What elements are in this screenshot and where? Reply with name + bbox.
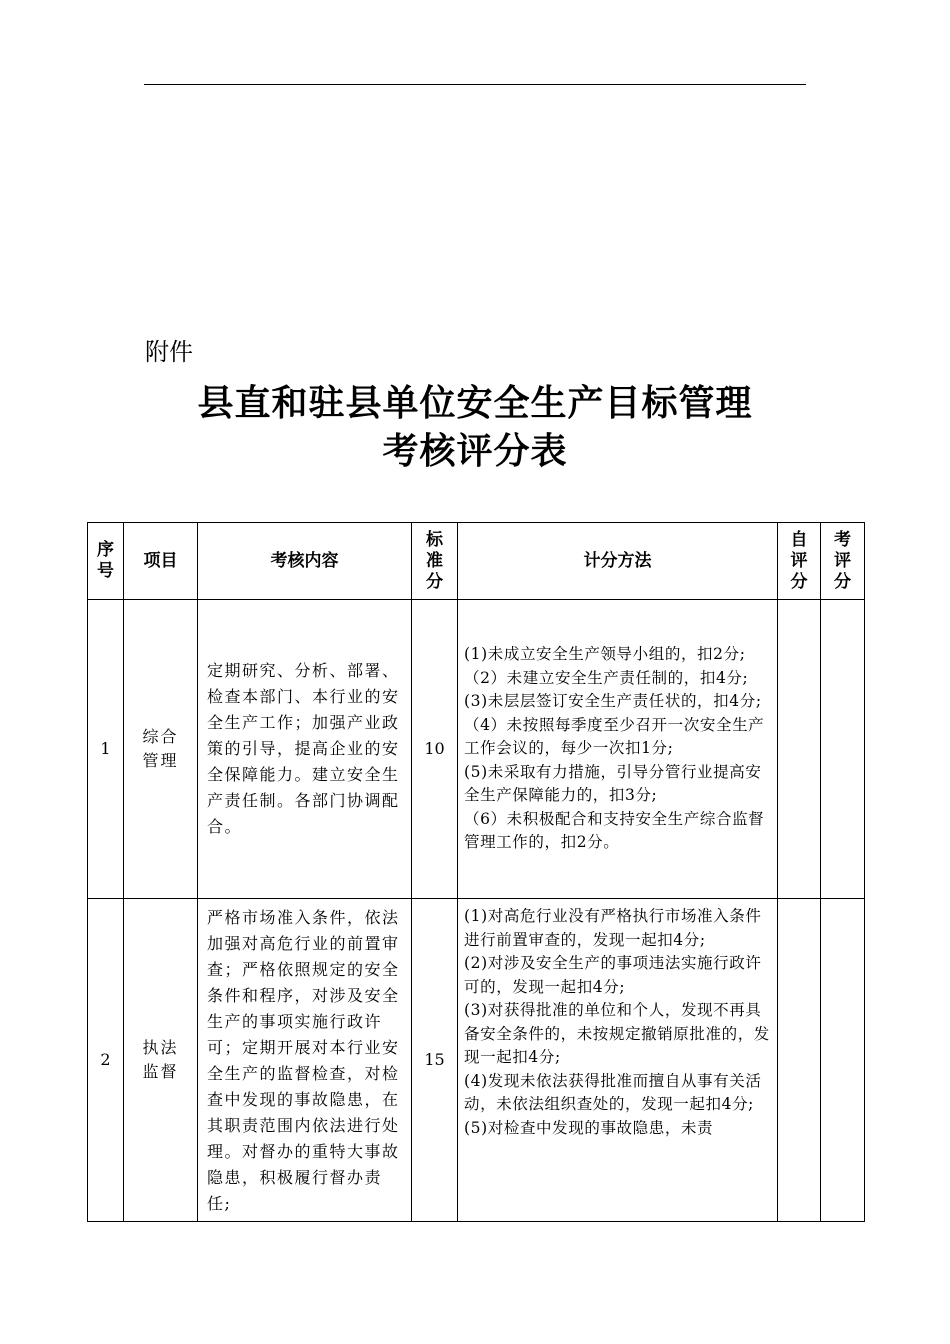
row-no: 1 (88, 600, 124, 899)
row-content: 定期研究、分析、部署、检查本部门、本行业的安全生产工作；加强产业政策的引导，提高企业的安全保障能力。建立安全生产责任制。各部门协调配合。 (198, 600, 412, 899)
self-score-cell[interactable] (778, 899, 821, 1222)
method-item: (1)对高危行业没有严格执行市场准入条件进行前置审查的，发现一起扣4分; (464, 907, 762, 949)
scoring-table (87, 522, 865, 1222)
row-item: 综合管理 (124, 600, 198, 899)
check-score-cell[interactable] (821, 899, 865, 1222)
table-row (88, 600, 865, 899)
attachment-label: 附件 (145, 338, 193, 366)
page-title: 县直和驻县单位安全生产目标管理 (197, 382, 753, 424)
header-method: 计分方法 (458, 523, 778, 600)
header-no: 序号 (88, 523, 124, 600)
header-self: 自评分 (778, 523, 821, 600)
header-content: 考核内容 (198, 523, 412, 600)
method-item: (4)发现未依法获得批准而擅自从事有关活动，未依法组织查处的，发现一起扣4分; (464, 1071, 762, 1113)
row-method (458, 600, 778, 899)
header-row (88, 523, 865, 600)
method-item: （2）未建立安全生产责任制的，扣4分; (464, 668, 749, 687)
page-subtitle: 考核评分表 (382, 430, 568, 472)
method-item: (3)对获得批准的单位和个人，发现不再具备安全条件的，未按规定撤销原批准的，发现一起扣4分; (464, 1001, 770, 1066)
check-score-cell[interactable] (821, 600, 865, 899)
row-method (458, 899, 778, 1222)
table-row (88, 899, 865, 1222)
method-item: (2)对涉及安全生产的事项违法实施行政许可的，发现一起扣4分; (464, 954, 762, 996)
method-item: （4）未按照每季度至少召开一次安全生产工作会议的，每少一次扣1分; (464, 715, 765, 758)
row-item: 执法监督 (124, 899, 198, 1222)
top-rule (144, 84, 806, 85)
method-item: (3)未层层签订安全生产责任状的，扣4分; (464, 692, 762, 711)
row-score: 10 (412, 600, 458, 899)
row-score: 15 (412, 899, 458, 1222)
self-score-cell[interactable] (778, 600, 821, 899)
method-item: (1)未成立安全生产领导小组的，扣2分; (464, 645, 746, 664)
header-score: 标准分 (412, 523, 458, 600)
method-item: （6）未积极配合和支持安全生产综合监督管理工作的，扣2分。 (464, 809, 765, 852)
row-content: 严格市场准入条件，依法加强对高危行业的前置审查；严格依照规定的安全条件和程序，对涉及安全生产的事项实施行政许可；定期开展对本行业安全生产的监督检查，对检查中发现的事故隐患，在其职责范围内依法进行处理。对督办的重特大事故隐患，积极履行督办责任; (198, 899, 412, 1222)
method-item: (5)未采取有力措施，引导分管行业提高安全生产保障能力的，扣3分; (464, 762, 762, 805)
method-item: (5)对检查中发现的事故隐患，未责 (464, 1118, 714, 1137)
header-item: 项目 (124, 523, 198, 600)
row-no: 2 (88, 899, 124, 1222)
header-check: 考评分 (821, 523, 865, 600)
